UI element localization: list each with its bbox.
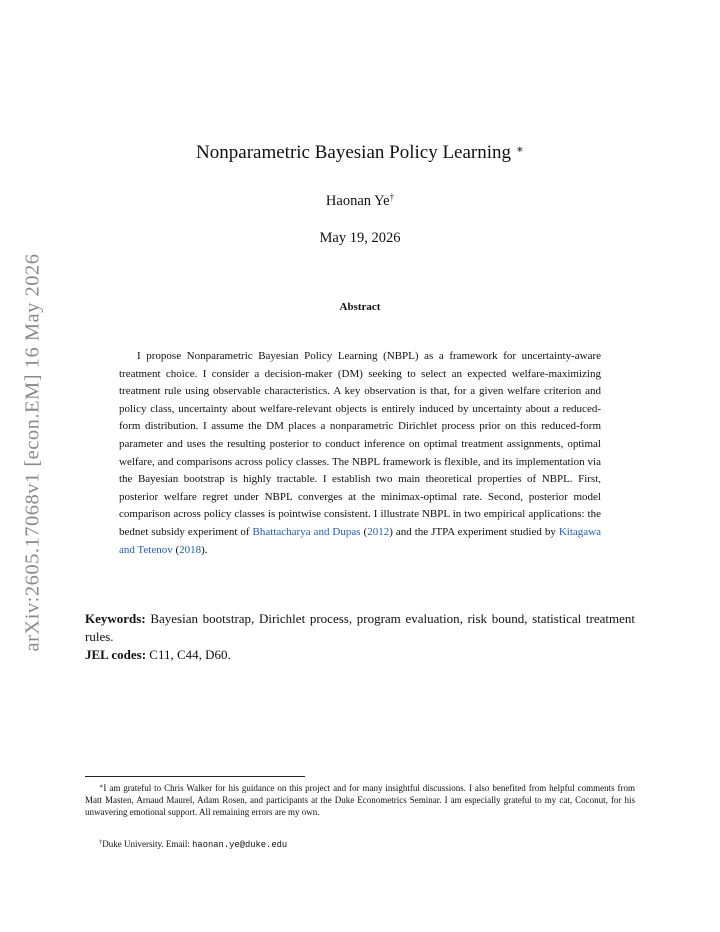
paper-author	[0, 192, 720, 210]
jel-text: C11, C44, D60.	[149, 647, 231, 662]
citation-bhattacharya-dupas-authors[interactable]: Bhattacharya and Dupas	[252, 525, 361, 538]
citation-close-paren: ).	[201, 543, 208, 556]
jel-label: JEL codes:	[85, 647, 147, 662]
author-footnote-mark[interactable]: †	[389, 192, 395, 202]
citation-kitagawa-tetenov-year[interactable]: 2018	[179, 543, 202, 556]
footnote-divider	[85, 776, 305, 777]
citation-kitagawa-tetenov-authors[interactable]: Kitagawa and Tetenov	[119, 525, 601, 556]
keywords	[85, 610, 635, 646]
paper-title	[0, 142, 720, 164]
keywords-label: Keywords:	[85, 611, 146, 626]
citation-open-paren: (	[172, 543, 180, 556]
footnote-mark: †	[99, 839, 103, 846]
jel-codes	[85, 646, 635, 664]
keywords-text: Bayesian bootstrap, Dirichlet process, program evaluation, risk bound, statistical treatment rules.	[85, 611, 635, 644]
footnote-affiliation	[85, 837, 635, 852]
abstract-text-part1: I propose Nonparametric Bayesian Policy Learning (NBPL) as a framework for uncertainty-aware treatment choice. I consider a decision-maker (DM) seeking to select an expected welfare-maximizing treatment rule using observable characteristics. A key observation is that, for a given welfare criterion and policy class, uncertainty about welfare-relevant objects is entirely induced by uncertainty about a reduced-form distribution. I assume the DM places a nonparametric Dirichlet process prior on this reduced-form parameter and uses the resulting posterior to conduct inference on optimal treatment assignments, optimal welfare, and comparisons across policy classes. The NBPL framework is flexible, and its implementation via the Bayesian bootstrap is highly tractable. I establish two main theoretical properties of NBPL. First, posterior welfare regret under NBPL converges at the minimax-optimal rate. Second, posterior model comparison across policy classes is pointwise consistent. I illustrate NBPL in two empirical applications: the bednet subsidy experiment of	[119, 350, 601, 538]
paper-date: May 19, 2026	[319, 230, 401, 246]
author-name: Haonan Ye	[325, 193, 390, 209]
citation-bhattacharya-dupas-year[interactable]: 2012	[367, 525, 390, 538]
citation-close-paren: )	[389, 525, 393, 538]
abstract-heading: Abstract	[339, 301, 381, 313]
footnote-text: I am grateful to Chris Walker for his guidance on this project and for many insightful discussions. I also benefited from helpful comments from Matt Masten, Arnaud Maurel, Adam Rosen, and participants at the Duke Econometrics Seminar. I am especially grateful to my cat, Coconut, for his unwavering emotional support. All remaining errors are my own.	[85, 783, 635, 817]
paper-title-text: Nonparametric Bayesian Policy Learning	[196, 142, 512, 163]
footnote-acknowledgments	[85, 781, 635, 818]
citation-open-paren: (	[360, 525, 368, 538]
abstract-body	[119, 348, 601, 559]
abstract-text-part2: and the JTPA experiment studied by	[392, 525, 559, 538]
title-footnote-mark[interactable]: ∗	[515, 142, 524, 156]
footnote-mark: ∗	[99, 783, 104, 790]
arxiv-identifier: arXiv:2605.17068v1 [econ.EM] 16 May 2026	[21, 252, 44, 652]
footnote-text: Duke University. Email:	[102, 839, 193, 849]
author-email[interactable]: haonan.ye@duke.edu	[192, 840, 288, 850]
